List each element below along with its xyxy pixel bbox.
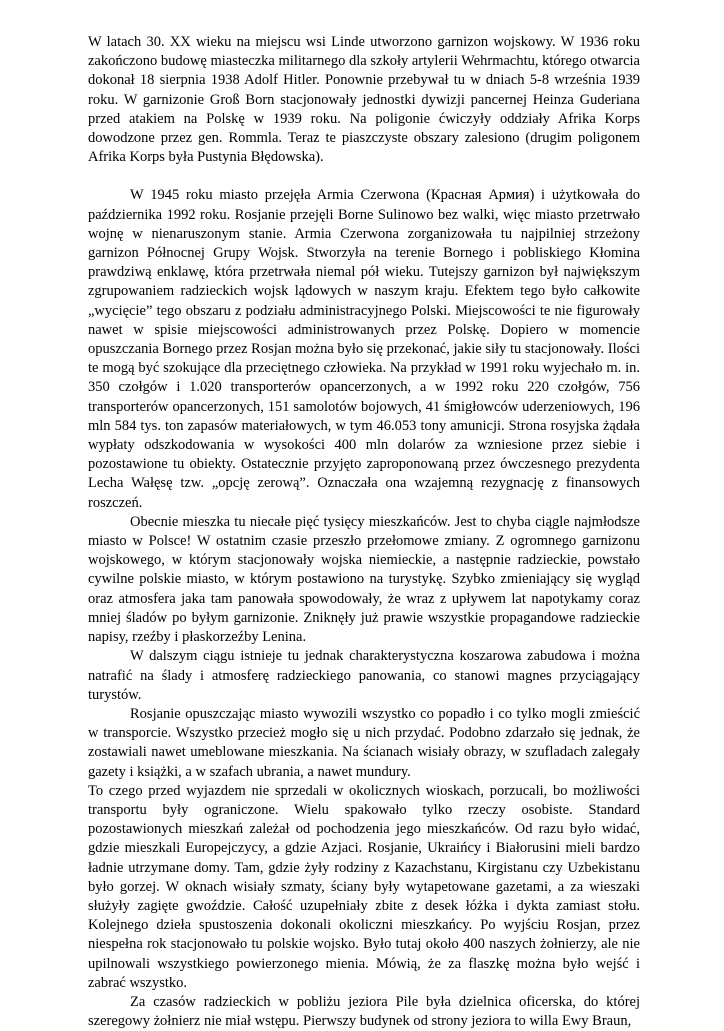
document-page	[88, 33, 640, 1031]
paragraph-6: To czego przed wyjazdem nie sprzedali w okolicznych wioskach, porzucali, bo możliwości transportu były ograniczone. Wielu spakowało tylko rzeczy osobiste. Standard pozostawionych mieszkań zależał od pochodzenia jego mieszkańców. Od razu było widać, gdzie mieszkali Europejczycy, a gdzie Azjaci. Rosjanie, Ukraińcy i Białorusini mieli bardzo ładnie utrzymane domy. Tam, gdzie żyły rodziny z Kazachstanu, Kirgistanu czy Uzbekistanu było gorzej. W oknach wisiały szmaty, ściany były wytapetowane gazetami, a za wieszaki służyły zagięte gwoździe. Całość uzupełniały zbite z desek łóżka i dykta zamiast stołu. Kolejnego dzieła spustoszenia dokonali okoliczni mieszkańcy. Po wyjściu Rosjan, przez niespełna rok stacjonowało tu polskie wojsko. Było tutaj około 400 naszych żołnierzy, ale nie upilnowali wszystkiego powierzonego mienia. Mówią, że za flaszkę można było wejść i zabrać wszystko.	[88, 782, 640, 991]
paragraph-5: Rosjanie opuszczając miasto wywozili wszystko co popadło i co tylko mogli zmieścić w transporcie. Wszystko przecież mogło się u nich przydać. Podobno zdarzało się jednak, że zostawiali nawet umeblowane mieszkania. Na ścianach wisiały obrazy, w szufladach zalegały gazety i książki, a w szafach ubrania, a nawet mundury.	[88, 705, 640, 780]
paragraph-7: Za czasów radzieckich w pobliżu jeziora Pile była dzielnica oficerska, do której szeregowy żołnierz nie miał wstępu. Pierwszy budynek od strony jeziora to willa Ewy Braun,	[88, 993, 640, 1030]
paragraph-4: W dalszym ciągu istnieje tu jednak charakterystyczna koszarowa zabudowa i można natrafić na ślady i atmosferę radzieckiego panowania, co stanowi magnes przyciągający turystów.	[88, 648, 640, 703]
paragraph-3: Obecnie mieszka tu niecałe pięć tysięcy mieszkańców. Jest to chyba ciągle najmłodsze miasto w Polsce! W ostatnim czasie przeszło przełomowe zmiany. Z ogromnego garnizonu wojskowego, w którym stacjonowały wojska niemieckie, a następnie radzieckie, powstało cywilne polskie miasto, w którym postawiono na turystykę. Szybko zmieniający się wygląd oraz atmosfera jaka tam panowała spowodowały, że wraz z upływem lat napotykamy coraz mniej śladów po byłym garnizonie. Zniknęły już prawie wszystkie propagandowe radzieckie napisy, rzeźby i płaskorzeźby Lenina.	[88, 513, 640, 646]
paragraph-1: W latach 30. XX wieku na miejscu wsi Linde utworzono garnizon wojskowy. W 1936 roku zakończono budowę miasteczka militarnego dla szkoły artylerii Wehrmachtu, którego otwarcia dokonał 18 sierpnia 1938 Adolf Hitler. Ponownie przebywał tu w dniach 5-8 września 1939 roku. W garnizonie Groß Born stacjonowały jednostki dywizji pancernej Heinza Guderiana przed atakiem na Polskę w 1939 roku. Na poligonie ćwiczyły oddziały Afrika Korps dowodzone przez gen. Rommla. Teraz te piaszczyste obszary zalesiono (drugim poligonem Afrika Korps była Pustynia Błędowska).	[88, 34, 640, 166]
paragraph-2: W 1945 roku miasto przejęła Armia Czerwona (Красная Армия) i użytkowała do października 1992 roku. Rosjanie przejęli Borne Sulinowo bez walki, więc miasto przetrwało wojnę w nienaruszonym stanie. Armia Czerwona zorganizowała tu najpilniej strzeżony garnizon Północnej Grupy Wojsk. Stworzyła na terenie Bornego i pobliskiego Kłomina prawdziwą enklawę, która przetrwała niemal pół wieku. Tutejszy garnizon był największym zgrupowaniem radzieckich wojsk lądowych w naszym kraju. Efektem tego było całkowite „wycięcie” tego obszaru z podziału administracyjnego Polski. Miejscowości te nie figurowały nawet w spisie miejscowości administrowanych przez Polskę. Dopiero w momencie opuszczania Bornego przez Rosjan można było się przekonać, jakie siły tu stacjonowały. Ilości te mogą być szokujące dla przeciętnego człowieka. Na przykład w 1991 roku wyjechało m. in. 350 czołgów i 1.020 transporterów opancerzonych, a w 1992 roku 220 czołgów, 756 transporterów opancerzonych, 151 samolotów bojowych, 41 śmigłowców uderzeniowych, 196 mln 584 tys. ton zapasów materiałowych, w tym 46.053 tony amunicji. Strona rosyjska żądała wypłaty odszkodowania w wysokości 400 mln dolarów za wzniesione przez siebie i pozostawione tu obiekty. Ostatecznie przyjęto zaproponowaną przez ówczesnego prezydenta Lecha Wałęsę tzw. „opcję zerową”. Oznaczała ona wzajemną rezygnację z finansowych roszczeń.	[88, 187, 640, 511]
